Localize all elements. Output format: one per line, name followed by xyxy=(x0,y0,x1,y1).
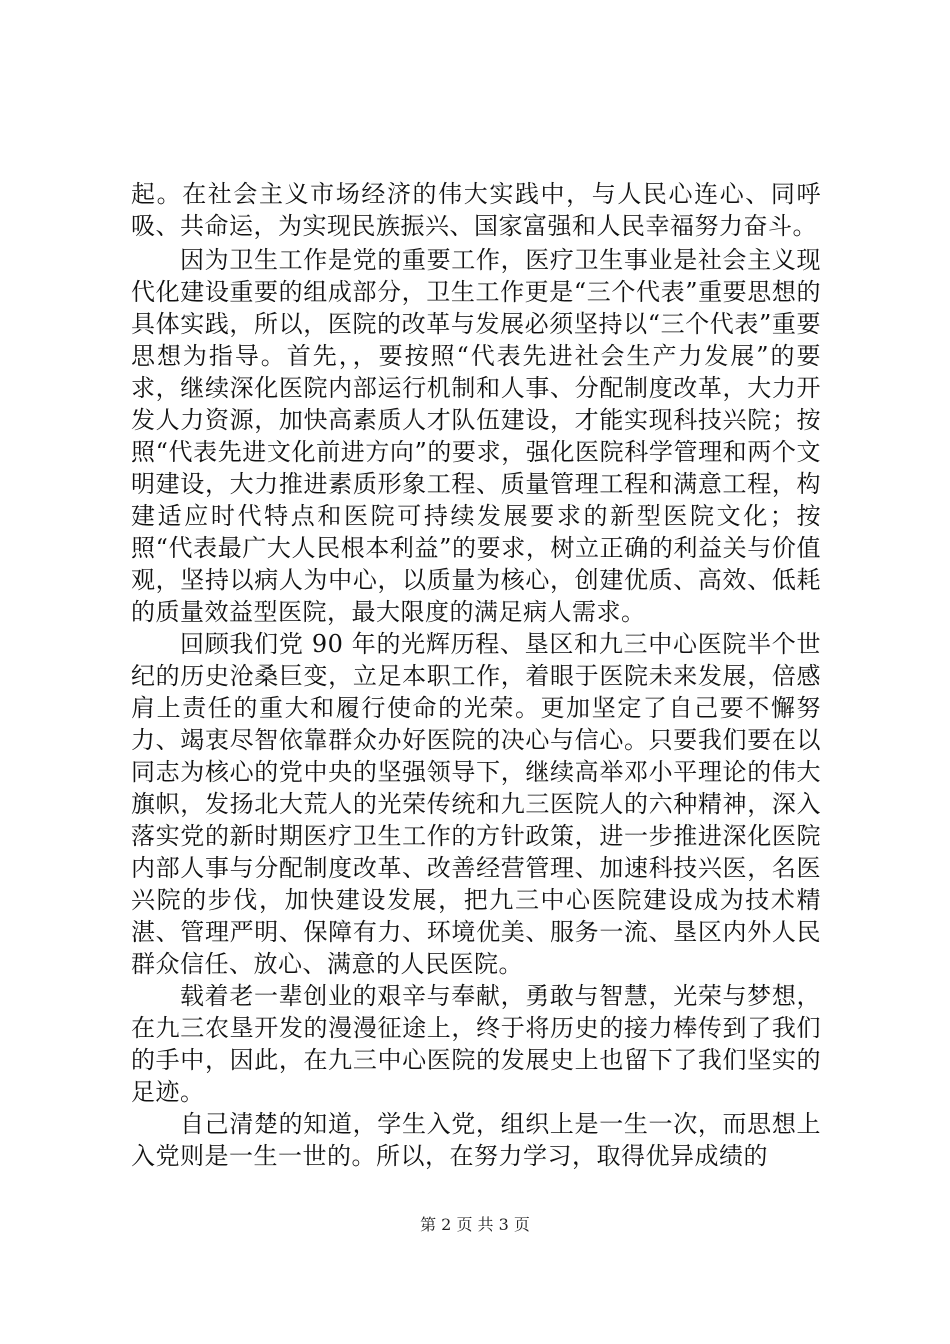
paragraph: 载着老一辈创业的艰辛与奉献，勇敢与智慧，光荣与梦想，在九三农垦开发的漫漫征途上，终于将历史的接力棒传到了我们的手中，因此，在九三中心医院的发展史上也留下了我们坚实的足迹。 xyxy=(131,982,821,1106)
body-text xyxy=(131,244,821,1172)
paragraph: 因为卫生工作是党的重要工作，医疗卫生事业是社会主义现代化建设重要的组成部分，卫生工作更是“三个代表”重要思想的具体实践，所以，医院的改革与发展必须坚持以“三个代表”重要思想为指导。首先，，要按照“代表先进社会生产力发展”的要求，继续深化医院内部运行机制和人事、分配制度改革，大力开发人力资源，加快高素质人才队伍建设，才能实现科技兴院；按照“代表先进文化前进方向”的要求，强化医院科学管理和两个文明建设，大力推进素质形象工程、质量管理工程和满意工程，构建适应时代特点和医院可持续发展要求的新型医院文化；按照“代表最广大人民根本利益”的要求，树立正确的利益关与价值观，坚持以病人为中心，以质量为核心，创建优质、高效、低耗的质量效益型医院，最大限度的满足病人需求。 xyxy=(131,246,821,626)
paragraph: 回顾我们党 90 年的光辉历程、垦区和九三中心医院半个世纪的历史沧桑巨变，立足本职工作，着眼于医院未来发展，倍感肩上责任的重大和履行使命的光荣。更加坚定了自己要不懈努力、竭衷尽智依靠群众办好医院的决心与信心。只要我们要在以同志为核心的党中央的坚强领导下，继续高举邓小平理论的伟大旗帜，发扬北大荒人的光荣传统和九三医院人的六种精神，深入落实党的新时期医疗卫生工作的方针政策，进一步推进深化医院内部人事与分配制度改革、改善经营管理、加速科技兴医，名医兴院的步伐，加快建设发展，把九三中心医院建设成为技术精湛、管理严明、保障有力、环境优美、服务一流、垦区内外人民群众信任、放心、满意的人民医院。 xyxy=(131,630,821,978)
paragraph: 起。在社会主义市场经济的伟大实践中，与人民心连心、同呼吸、共命运，为实现民族振兴、国家富强和人民幸福努力奋斗。 xyxy=(131,180,821,240)
paragraph-continuation xyxy=(131,178,821,242)
paragraph: 自己清楚的知道，学生入党，组织上是一生一次，而思想上入党则是一生一世的。所以，在努力学习，取得优异成绩的 xyxy=(131,1110,821,1170)
page-footer xyxy=(0,1215,950,1235)
page-number: 第 2 页 共 3 页 xyxy=(420,1215,530,1234)
